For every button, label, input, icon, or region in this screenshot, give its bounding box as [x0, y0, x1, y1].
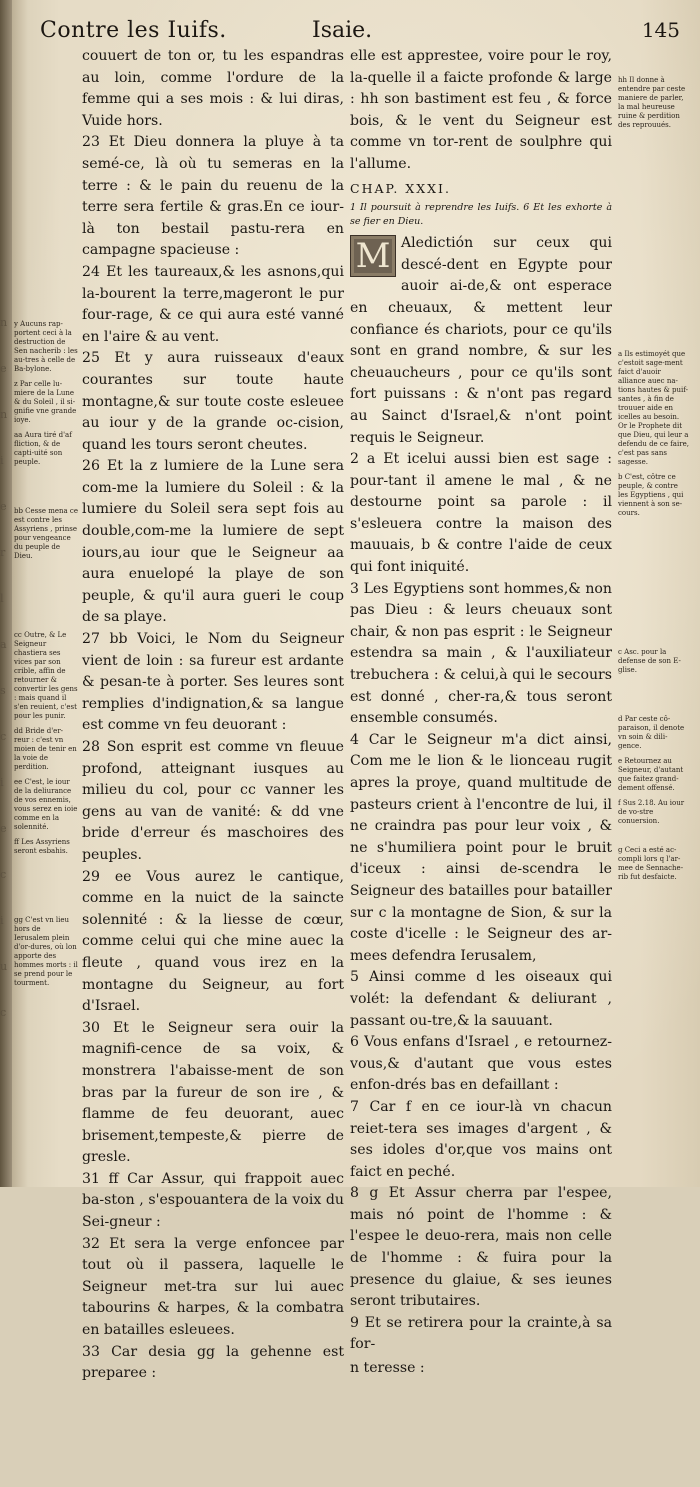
verse: 5 Ainsi comme d les oiseaux qui volét: la defendant & deliurant , passant ou-tre,& la sauuant. — [350, 969, 612, 1029]
margin-note: aa Aura tiré d'af fliction, & de capti-uité son peuple. — [14, 431, 72, 466]
facing-page-fragments: n e n i e r l a s c i e c i u c — [0, 316, 8, 1019]
verse: 33 Car desia gg la gehenne est preparee : — [82, 1343, 344, 1382]
verse: 26 Et la z lumiere de la Lune sera com-me la lumiere du Soleil : & la lumiere du Soleil sera sept fois au double,com-me la lumiere de sept iours,au iour que le Seigneur aa aura enuelopé la playe de son peuple, & qu'il aura gueri le coup de sa playe. — [82, 458, 344, 626]
margin-note: gg C'est vn lieu hors de Ierusalem plein d'or-dures, où lon apporte des hommes morts : il se prend pour le tourment. — [14, 916, 78, 987]
verse: 27 bb Voici, le Nom du Seigneur vient de loin : sa fureur est ardante & pesan-te à porter. Ses leures sont remplies d'indignation,& sa langue est comme vn feu deuorant : — [82, 631, 344, 734]
margin-note: d Par ceste cô-paraison, il denote vn soin & dili-gence. — [618, 715, 685, 750]
margin-note: dd Bride d'er-reur : c'est vn moien de tenir en la voie de perdition. — [14, 727, 77, 771]
verse: 8 g Et Assur cherra par l'espee, mais nó point de l'homme : & l'espee le deuo-rera, mais non celle de l'homme : & fuira pour la presence du glaiue, & ses ieunes seront tributaires. — [350, 1185, 612, 1310]
verse: 4 Car le Seigneur m'a dict ainsi, Com me le lion & le lionceau rugit apres la proye, quand multitude de pasteurs crient à l'encontre de lui, il ne craindra pas pour leur voix , & ne s'humiliera point pour le bruit d'iceux : ainsi de-scendra le Seigneur des batailles pour batailler sur c la montagne de Sion, & sur la coste d'icelle : le Seigneur des ar-mees defendra Ierusalem, — [350, 731, 612, 964]
verse: 32 Et sera la verge enfoncee par tout où il passera, laquelle le Seigneur met-tra sur lui auec tabourins & harpes, & la combatra en batailles esleuees. — [82, 1235, 344, 1339]
verse: 28 Son esprit est comme vn fleuue profond, atteignant iusques au milieu du col, pour cc vanner les gens au van de vanité: & dd vne bride d'erreur és maschoires des peuples. — [82, 739, 344, 863]
margin-note: y Aucuns rap-portent ceci à la destruction de Sen nacherib : les au-tres à celle de Ba-bylone. — [14, 320, 78, 373]
verse — [350, 233, 612, 449]
margin-note: a Ils estimoyét que c'estoit sage-ment faict d'auoir alliance auec na-tions hautes & puif-santes , à fin de trouuer aide en icelles au besoin. Or le Prophete dit que Dieu, qui leur a defendu de ce faire, c'est pas sans sagesse. — [618, 350, 689, 466]
margin-note: cc Outre, & Le Seigneur chastiera ses vices par son crible, affin de retourner & convertir les gens : mais quand il s'en reuient, c'est pour les punir. — [14, 631, 78, 720]
margin-note: f Sus 2.18. Au iour de vo-stre conuersion. — [618, 799, 685, 825]
verse: couuert de ton or, tu les espandras au loin, comme l'ordure de la femme qui a ses mois : & lui diras, Vuide hors. — [82, 48, 344, 129]
verse: 24 Et les taureaux,& les asnons,qui la-bourent la terre,mageront le pur four-rage, & ce qui aura esté vanné en l'aire & au vent. — [82, 263, 344, 345]
margin-note: c Asc. pour la defense de son E-glise. — [618, 648, 681, 674]
margin-note: b C'est, côtre ce peuple, & contre les Egyptiens , qui viennent à son se-cours. — [618, 473, 684, 517]
margin-note: hh Il donne à entendre par ceste maniere de parler, la mal heureuse ruine & perdition des reprouués. — [618, 76, 686, 129]
verse: 3 Les Egyptiens sont hommes,& non pas Dieu : & leurs cheuaux sont chair, & non pas esprit : le Seigneur estendra sa main , & l'auxiliateur trebuchera : & celui,à qui le secours est donné , cher-ra,& tous seront ensemble consumés. — [350, 580, 612, 727]
verse: elle est apprestee, voire pour le roy, la-quelle il a faicte profonde & large : hh son bastiment est feu , & force bois, & le vent du Seigneur est comme vn tor-rent de soulphre qui l'allume. — [350, 48, 612, 172]
verse: 25 Et y aura ruisseaux d'eaux courantes sur toute haute montagne,& sur toute coste esleuee au iour y de la grande oc-cision, quand les tours seront cheutes. — [82, 350, 344, 453]
margin-note: bb Cesse mena ce est contre les Assyriens , prinse pour vengeance du peuple de Dieu. — [14, 507, 78, 560]
catchword: n teresse : — [350, 1360, 425, 1377]
margin-note: z Par celle lu-miere de la Lune & du Soleil , il si-gnifie vne grande ioye. — [14, 380, 77, 424]
verse-text: Aledictión sur ceux qui descé-dent en Egypte pour auoir ai-de,& ont esperace en cheuaux, & mettent leur confiance és chariots, pour ce qu'ils sont en grand nombre, & sur les cheuaucheurs , pour ce qu'ils sont fort puissans : & n'ont pas regard au Sainct d'Israel,& n'ont point requis le Seigneur. — [350, 235, 612, 446]
left-text-column — [82, 46, 344, 1385]
verse: 30 Et le Seigneur sera ouir la magnifi-cence de sa voix, & monstrera l'abaisse-ment de son bras par la fureur de son ire , & flamme de feu deuorant, auec brisement,tempeste,& pierre de gresle. — [82, 1019, 344, 1166]
running-title-left: Contre les Iuifs. — [40, 18, 227, 43]
running-title-book: Isaie. — [312, 18, 373, 43]
page-number: 145 — [641, 18, 680, 42]
verse: 2 a Et icelui aussi bien est sage : pour-tant il amene le mal , & ne destourne point sa parole : il s'esleuera contre la maison des mauuais, b & contre l'aide de ceux qui font iniquité. — [350, 451, 612, 576]
ornamental-initial: M — [350, 235, 396, 277]
verse: 31 ff Car Assur, qui frappoit auec ba-ston , s'espouantera de la voix du Sei-gneur : — [82, 1170, 344, 1231]
chapter-heading: CHAP. XXXI. — [350, 180, 451, 196]
right-margin-notes — [618, 76, 690, 888]
verse: 6 Vous enfans d'Israel , e retournez-vous,& d'autant que vous estes enfon-drés bas en defaillant : — [350, 1034, 612, 1094]
left-margin-notes — [14, 320, 78, 994]
verse: 7 Car f en ce iour-là vn chacun reiet-tera ses images d'argent , & ses idoles d'or,que vos mains ont faict en peché. — [350, 1098, 612, 1180]
verse: 23 Et Dieu donnera la pluye à ta semé-ce, là où tu semeras en la terre : & le pain du reuenu de la terre sera fertile & gras.En ce iour-là ton bestail pastu-rera en campagne spacieuse : — [82, 134, 344, 259]
margin-note: e Retournez au Seigneur, d'autant que faitez grand-dement offensé. — [618, 757, 684, 792]
verse: 29 ee Vous aurez le cantique, comme en la nuict de la saincte solennité : & la liesse de cœur, comme celui qui che mine auec la fleute , quand vous irez en la montagne du Seigneur, au fort d'Israel. — [82, 868, 344, 1015]
right-text-column — [350, 46, 612, 1380]
chapter-summary: 1 Il poursuit à reprendre les Iuifs. 6 Et les exhorte à se fier en Dieu. — [350, 202, 612, 228]
margin-note: ff Les Assyriens seront esbahis. — [14, 838, 70, 855]
margin-note: g Ceci a esté ac-compli lors q l'ar-mee de Sennache-rib fut desfaicte. — [618, 846, 684, 881]
verse: 9 Et se retirera pour la crainte,à sa for- — [350, 1314, 612, 1353]
running-header — [40, 14, 680, 48]
margin-note: ee C'est, le iour de la deliurance de vos ennemis, vous serez en ioie comme en la solennité. — [14, 778, 78, 831]
